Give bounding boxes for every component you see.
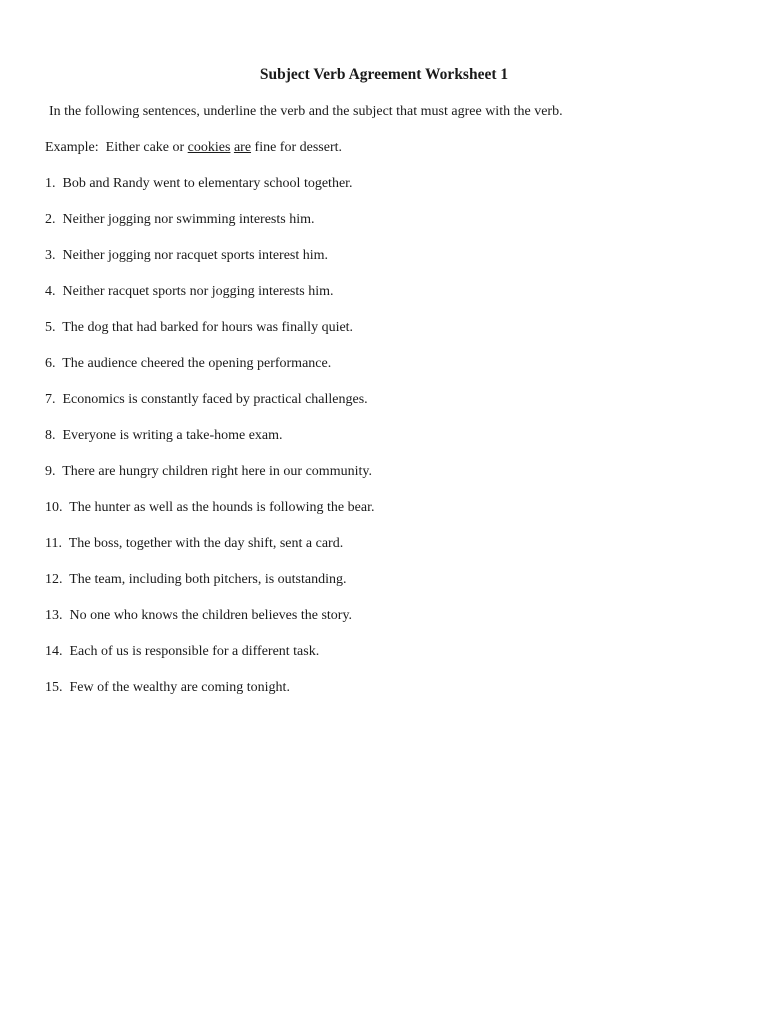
sentence-text: The audience cheered the opening performance. xyxy=(62,356,332,371)
instructions-text: In the following sentences, underline the verb and the subject that must agree with the verb. xyxy=(49,104,563,119)
sentence-item xyxy=(45,642,374,678)
sentence-text: Neither jogging nor racquet sports interest him. xyxy=(62,248,329,263)
sentence-text: Bob and Randy went to elementary school together. xyxy=(62,176,353,191)
sentence-number: 2. xyxy=(45,212,56,227)
sentence-number: 10. xyxy=(45,500,63,515)
sentence-number: 11. xyxy=(45,536,62,551)
sentence-item xyxy=(45,678,374,714)
sentence-number: 3. xyxy=(45,248,56,263)
sentence-text: Neither racquet sports nor jogging interests him. xyxy=(62,284,334,299)
sentence-item xyxy=(45,282,374,318)
sentence-number: 5. xyxy=(45,320,56,335)
worksheet-title: Subject Verb Agreement Worksheet 1 xyxy=(259,66,509,83)
sentence-text: The team, including both pitchers, is outstanding. xyxy=(69,572,347,587)
example-subject-underlined: cookies xyxy=(187,140,231,155)
example-text-before: Either cake or xyxy=(105,140,188,155)
sentence-number: 14. xyxy=(45,644,63,659)
sentence-item xyxy=(45,570,374,606)
sentence-text: The dog that had barked for hours was finally quiet. xyxy=(62,320,354,335)
sentence-item xyxy=(45,426,374,462)
sentence-item xyxy=(45,210,374,246)
sentence-text: Few of the wealthy are coming tonight. xyxy=(69,680,290,695)
sentence-number: 12. xyxy=(45,572,63,587)
sentence-item xyxy=(45,246,374,282)
sentence-text: The boss, together with the day shift, sent a card. xyxy=(68,536,344,551)
sentence-number: 7. xyxy=(45,392,56,407)
sentence-text: The hunter as well as the hounds is following the bear. xyxy=(69,500,375,515)
sentence-number: 8. xyxy=(45,428,56,443)
sentence-number: 4. xyxy=(45,284,56,299)
example-text-after: fine for dessert. xyxy=(251,140,342,155)
example-verb-underlined: are xyxy=(233,140,252,155)
sentence-number: 1. xyxy=(45,176,56,191)
sentence-item xyxy=(45,390,374,426)
sentence-text: Neither jogging nor swimming interests him. xyxy=(62,212,315,227)
sentence-text: There are hungry children right here in our community. xyxy=(62,464,372,479)
sentence-number: 9. xyxy=(45,464,56,479)
sentence-item xyxy=(45,318,374,354)
sentence-text: Economics is constantly faced by practical challenges. xyxy=(62,392,368,407)
sentence-text: No one who knows the children believes the story. xyxy=(69,608,353,623)
sentence-number: 15. xyxy=(45,680,63,695)
sentence-item xyxy=(45,498,374,534)
sentence-list xyxy=(45,174,374,714)
sentence-text: Each of us is responsible for a different task. xyxy=(69,644,320,659)
sentence-number: 13. xyxy=(45,608,63,623)
sentence-number: 6. xyxy=(45,356,56,371)
sentence-item xyxy=(45,354,374,390)
sentence-item xyxy=(45,606,374,642)
sentence-item xyxy=(45,534,374,570)
sentence-text: Everyone is writing a take-home exam. xyxy=(62,428,283,443)
example-sentence xyxy=(45,138,342,158)
sentence-item xyxy=(45,174,374,210)
example-label: Example: xyxy=(45,140,99,155)
sentence-item xyxy=(45,462,374,498)
